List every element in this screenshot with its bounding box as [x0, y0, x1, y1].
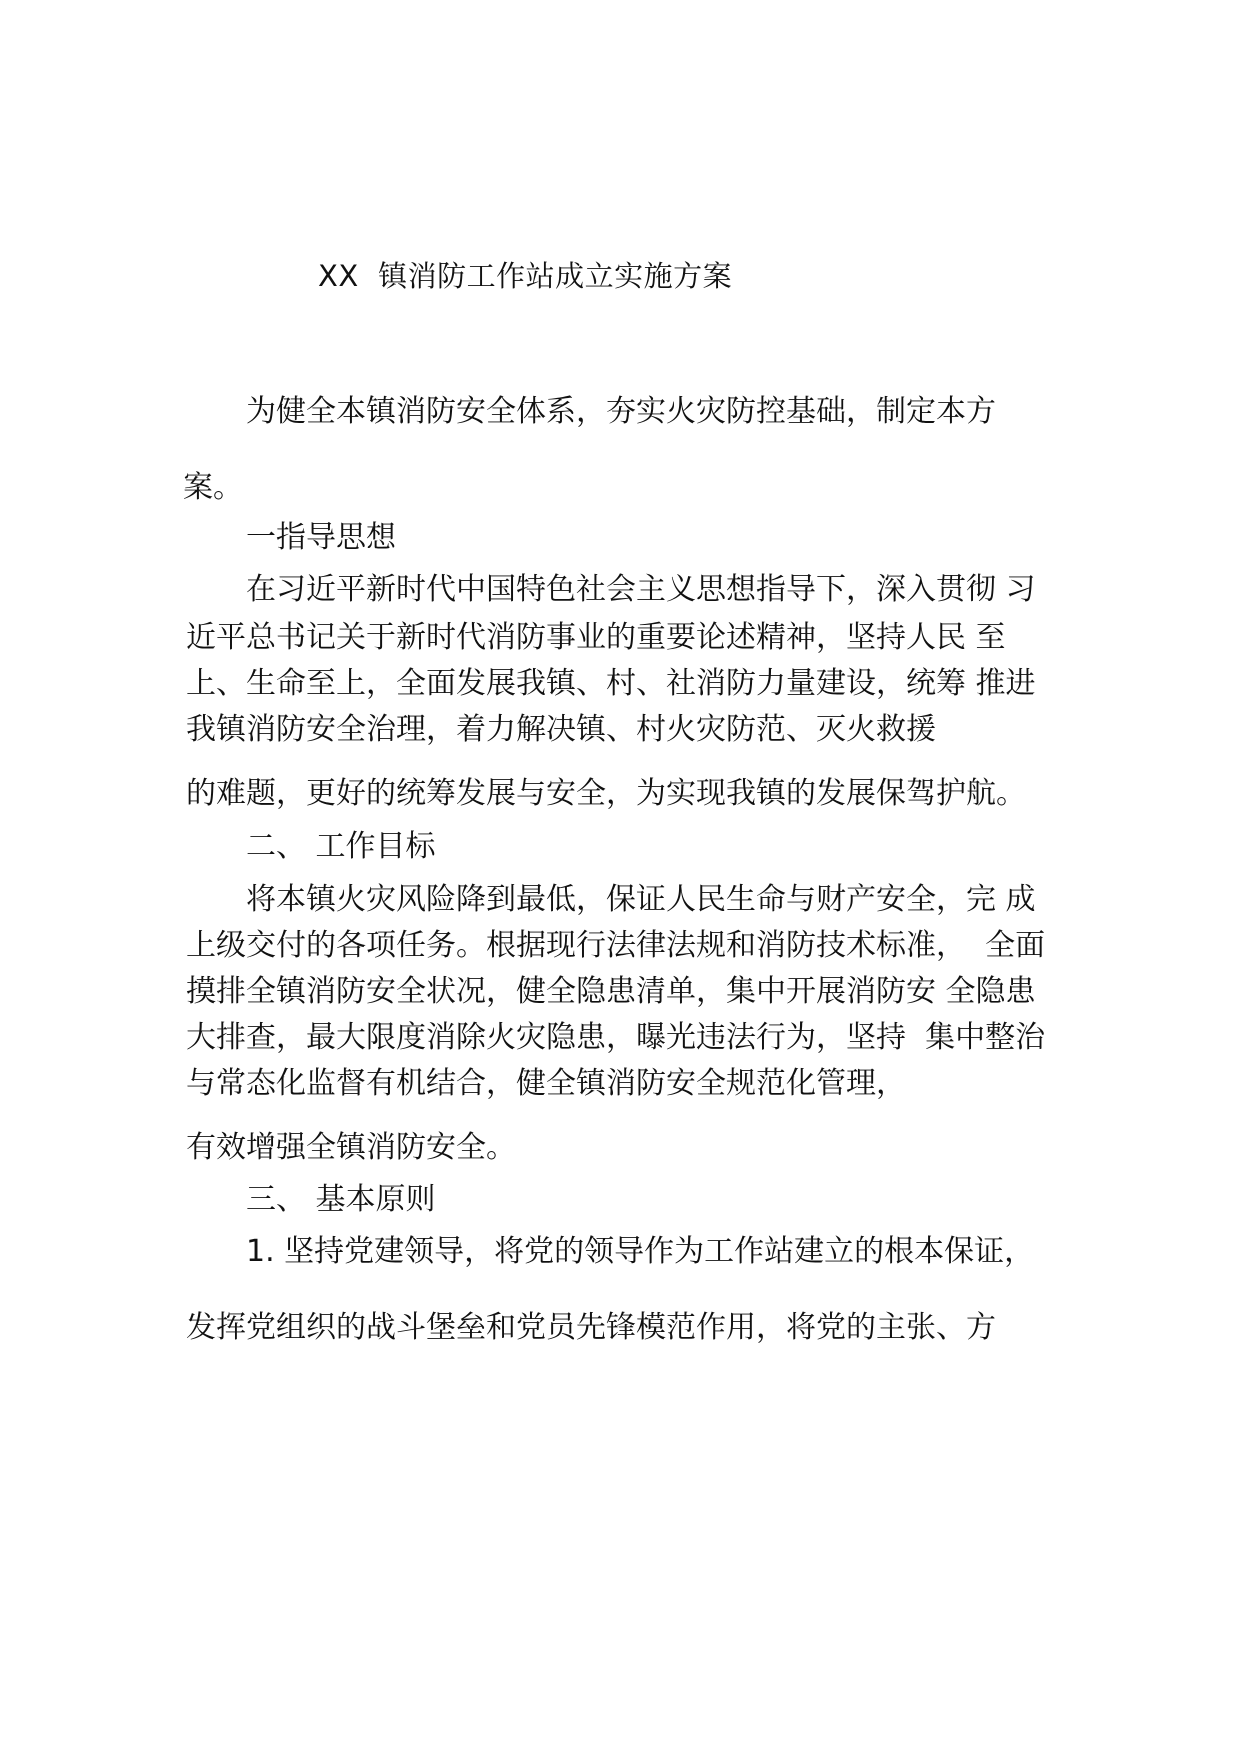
section-3-line-2: 发挥党组织的战斗堡垒和党员先锋模范作用，将党的主张、方	[186, 1310, 996, 1345]
section-2-line-4: 大排查，最大限度消除火灾隐患，曝光违法行为，坚持 集中整治	[186, 1020, 1046, 1055]
section-heading-2: 二、 工作目标	[246, 829, 436, 864]
section-heading-3: 三、 基本原则	[246, 1182, 436, 1217]
section-1-line-1: 在习近平新时代中国特色社会主义思想指导下，深入贯彻 习	[246, 572, 1036, 607]
intro-line-2: 案。	[183, 470, 243, 505]
document-title: XX 镇消防工作站成立实施方案	[318, 259, 733, 293]
section-1-line-2: 近平总书记关于新时代消防事业的重要论述精神，坚持人民 至	[186, 620, 1006, 655]
section-2-line-5: 与常态化监督有机结合，健全镇消防安全规范化管理，	[186, 1066, 906, 1101]
section-heading-1: 一指导思想	[246, 520, 396, 555]
section-3-line-1: 1. 坚持党建领导，将党的领导作为工作站建立的根本保证，	[246, 1234, 1035, 1269]
section-1-line-5: 的难题，更好的统筹发展与安全，为实现我镇的发展保驾护航。	[186, 776, 1026, 811]
section-2-line-1: 将本镇火灾风险降到最低，保证人民生命与财产安全，完 成	[246, 882, 1036, 917]
section-1-line-4: 我镇消防安全治理，着力解决镇、村火灾防范、灭火救援	[186, 712, 936, 747]
section-1-line-3: 上、生命至上，全面发展我镇、村、社消防力量建设，统筹 推进	[186, 666, 1036, 701]
section-2-line-3: 摸排全镇消防安全状况，健全隐患清单，集中开展消防安 全隐患	[186, 974, 1036, 1009]
intro-line-1: 为健全本镇消防安全体系，夯实火灾防控基础，制定本方	[246, 394, 996, 429]
section-2-line-2: 上级交付的各项任务。根据现行法律法规和消防技术标准， 全面	[186, 928, 1046, 963]
section-2-line-6: 有效增强全镇消防安全。	[186, 1130, 516, 1165]
